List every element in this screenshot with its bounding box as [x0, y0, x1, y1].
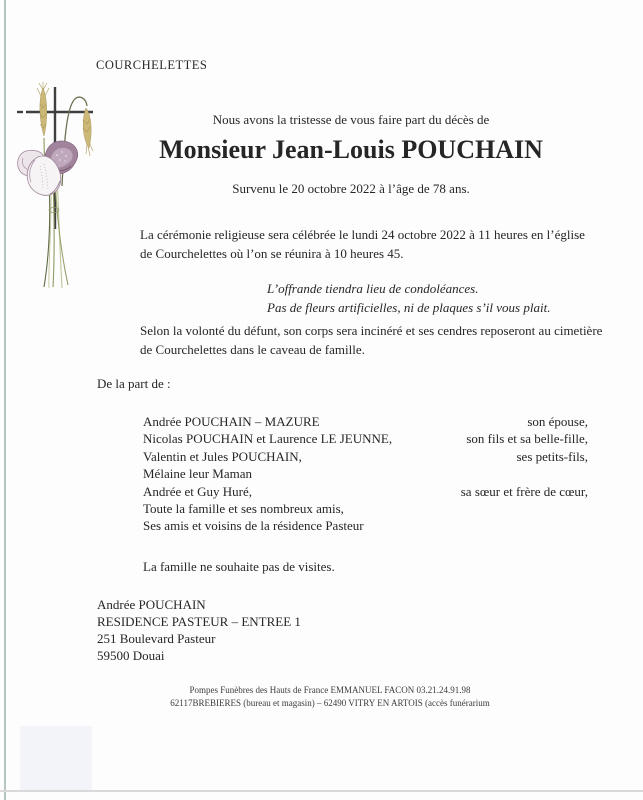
- death-date-line: Survenu le 20 octobre 2022 à l’âge de 78 ans.: [232, 181, 470, 196]
- from-label: De la part de :: [97, 376, 171, 391]
- family-member-name: Andrée et Guy Huré,: [143, 483, 253, 499]
- offering-line-1: L’offrande tiendra lieu de condoléances.: [267, 281, 479, 296]
- contact-block: [97, 596, 301, 664]
- offering-paragraph: [267, 280, 550, 317]
- offering-line-2: Pas de fleurs artificielles, ni de plaques s’il vous plait.: [267, 299, 551, 315]
- family-member-relation: sa sœur et frère de cœur,: [460, 483, 588, 499]
- ceremony-line-1: La cérémonie religieuse sera célébrée le lundi 24 octobre 2022 à 11 heures en l’église: [140, 227, 585, 242]
- ceremony-line-2: de Courchelettes où l’on se réunira à 10 heures 45.: [140, 245, 404, 261]
- footer-line-2: 62117BREBIERES (bureau et magasin) – 62490 VITRY EN ARTOIS (accès funérarium: [170, 697, 490, 708]
- contact-name: Andrée POUCHAIN: [97, 597, 206, 612]
- town-name: COURCHELETTES: [96, 58, 208, 72]
- family-member-relation: son épouse,: [527, 414, 588, 429]
- intro-line: Nous avons la tristesse de vous faire part du décès de: [212, 112, 490, 127]
- funeral-home-footer: [30, 684, 630, 709]
- footer-line-1: Pompes Funèbres des Hauts de France EMMANUEL FACON 03.21.24.91.98: [189, 685, 471, 695]
- family-member-name: Toute la famille et ses nombreux amis,: [143, 501, 344, 517]
- cremation-line-1: Selon la volonté du défunt, son corps sera incinéré et ses cendres reposeront au cimetière: [140, 323, 603, 338]
- family-row: [143, 500, 588, 517]
- family-member-relation: son fils et sa belle-fille,: [466, 431, 588, 447]
- family-member-name: Nicolas POUCHAIN et Laurence LE JEUNNE,: [143, 431, 393, 447]
- contact-residence: RESIDENCE PASTEUR – ENTREE 1: [97, 614, 301, 629]
- family-row: [143, 448, 588, 465]
- family-row: [143, 465, 588, 482]
- ceremony-paragraph: [140, 226, 585, 263]
- deceased-name: Monsieur Jean-Louis POUCHAIN: [159, 135, 543, 164]
- scan-left-edge-line: [4, 0, 6, 800]
- contact-street: 251 Boulevard Pasteur: [97, 631, 216, 646]
- family-member-name: Valentin et Jules POUCHAIN,: [143, 448, 302, 464]
- cremation-line-2: de Courchelettes dans le caveau de famille.: [140, 341, 365, 357]
- family-list: [143, 413, 588, 535]
- family-row: [143, 413, 588, 430]
- family-member-relation: ses petits-fils,: [516, 448, 588, 464]
- family-member-name: Mélaine leur Maman: [143, 466, 253, 482]
- cremation-paragraph: [140, 322, 602, 359]
- family-row: [143, 483, 588, 500]
- family-member-name: Ses amis et voisins de la résidence Pasteur: [143, 518, 364, 534]
- wheat-ear-upright: [37, 82, 49, 136]
- scan-smudge: [20, 726, 92, 792]
- no-visits-line: La famille ne souhaite pas de visites.: [143, 559, 335, 574]
- contact-city: 59500 Douai: [97, 648, 165, 663]
- family-row: [143, 517, 588, 534]
- scan-bottom-edge-line: [0, 790, 643, 792]
- family-row: [143, 430, 588, 447]
- family-member-name: Andrée POUCHAIN – MAZURE: [143, 414, 320, 429]
